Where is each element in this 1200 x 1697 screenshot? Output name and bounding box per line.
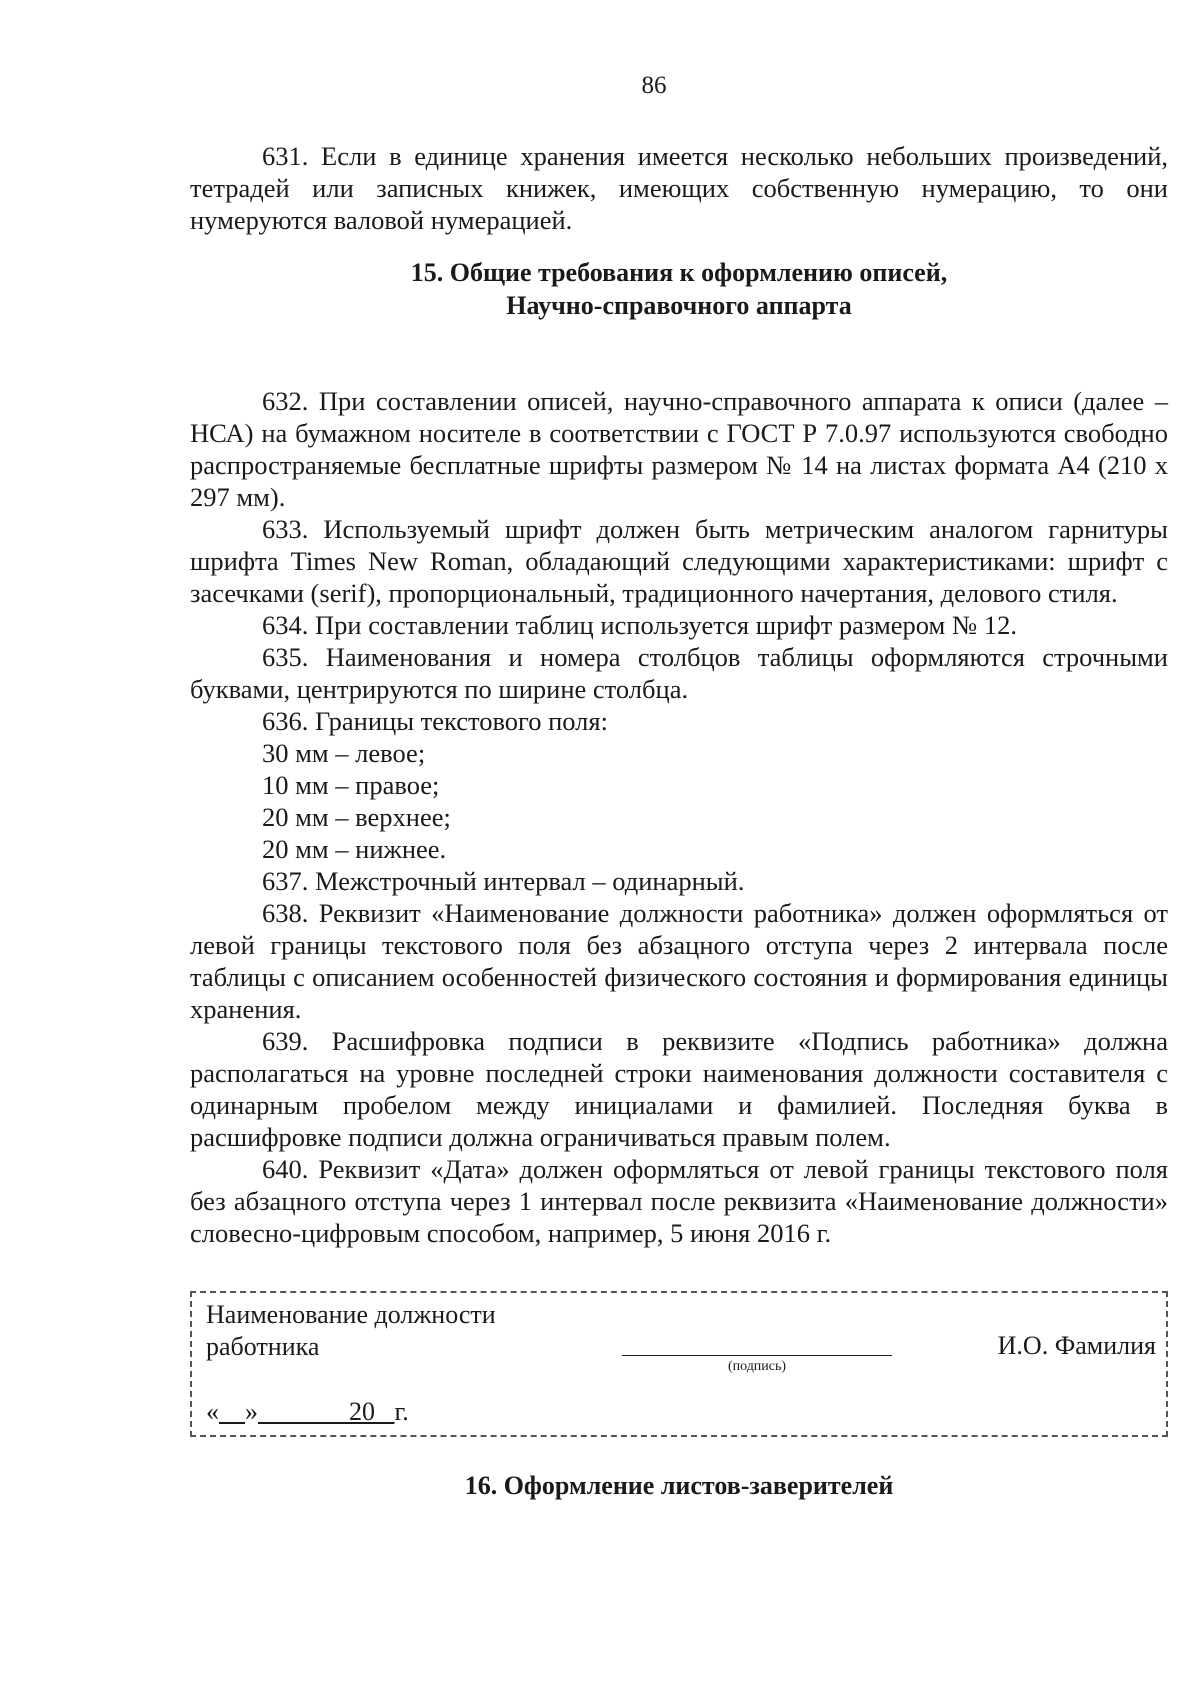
position-title-line2: работника: [206, 1332, 320, 1361]
date-open-quote: «: [206, 1397, 219, 1426]
date-year: 20: [349, 1397, 375, 1426]
margin-left-item: 30 мм – левое;: [262, 738, 426, 768]
paragraph-639: 639. Расшифровка подписи в реквизите «Подпись работника» должна располагаться на уровне последней строки наименования должности составителя с одинарным пробелом между инициалами и фамилией. Последняя буква в расшифровке подписи должна ограничиваться правым полем.: [190, 1026, 1168, 1152]
date-close-quote: »: [245, 1397, 258, 1426]
page-number: 86: [641, 72, 667, 99]
signature-caption: (подпись): [727, 1359, 787, 1374]
margin-top-item: 20 мм – верхнее;: [262, 802, 451, 832]
section-16-title: 16. Оформление листов-заверителей: [464, 1471, 894, 1500]
section-15-title-line1: 15. Общие требования к оформлению описей,: [410, 258, 948, 287]
position-title: [206, 1299, 496, 1363]
paragraph-635: 635. Наименования и номера столбцов таблицы оформляются строчными буквами, центрируются по ширине столбца.: [190, 642, 1168, 704]
margin-bottom-item: 20 мм – нижнее.: [262, 834, 447, 864]
section-15-title-line2: Научно-справочного аппарта: [506, 291, 852, 320]
paragraph-631: [190, 140, 1168, 236]
signature-name: И.О. Фамилия: [997, 1331, 1156, 1360]
section-16-heading: [190, 1469, 1168, 1502]
position-title-line1: Наименование должности: [206, 1300, 496, 1329]
signature-sample-frame: [190, 1291, 1168, 1437]
paragraph-text: 631. Если в единице хранения имеется несколько небольших произведений, тетрадей или записных книжек, имеющих собственную нумерацию, то они нумеруются валовой нумерацией.: [190, 141, 1168, 235]
section-15-heading: [190, 256, 1168, 322]
paragraph-633: 633. Используемый шрифт должен быть метрическим аналогом гарнитуры шрифта Times New Roman, обладающий следующими характеристиками: шрифт с засечками (serif), пропорциональный, традиционного начертания, делового стиля.: [190, 514, 1168, 608]
paragraph-632: 632. При составлении описей, научно-справочного аппарата к описи (далее – НСА) на бумажном носителе в соответствии с ГОСТ Р 7.0.97 используются свободно распространяемые бесплатные шрифты размером № 14 на листах формата А4 (210 х 297 мм).: [190, 386, 1168, 512]
signature-line: [622, 1355, 892, 1356]
paragraph-640: 640. Реквизит «Дата» должен оформляться от левой границы текстового поля без абзацного отступа через 1 интервал после реквизита «Наименование должности» словесно-цифровым способом, например, 5 июня 2016 г.: [190, 1154, 1168, 1248]
date-suffix: г.: [394, 1397, 409, 1426]
date-field: [206, 1397, 409, 1427]
paragraph-636: 636. Границы текстового поля:: [262, 706, 608, 736]
paragraph-637: 637. Межстрочный интервал – одинарный.: [262, 866, 745, 896]
paragraph-634: 634. При составлении таблиц используется шрифт размером № 12.: [262, 610, 1017, 640]
section-15-body: [190, 385, 1168, 1249]
margin-right-item: 10 мм – правое;: [262, 770, 440, 800]
paragraph-638: 638. Реквизит «Наименование должности работника» должен оформляться от левой границы текстового поля без абзацного отступа через 2 интервала после таблицы с описанием особенностей физического состояния и формирования единицы хранения.: [190, 898, 1168, 1024]
